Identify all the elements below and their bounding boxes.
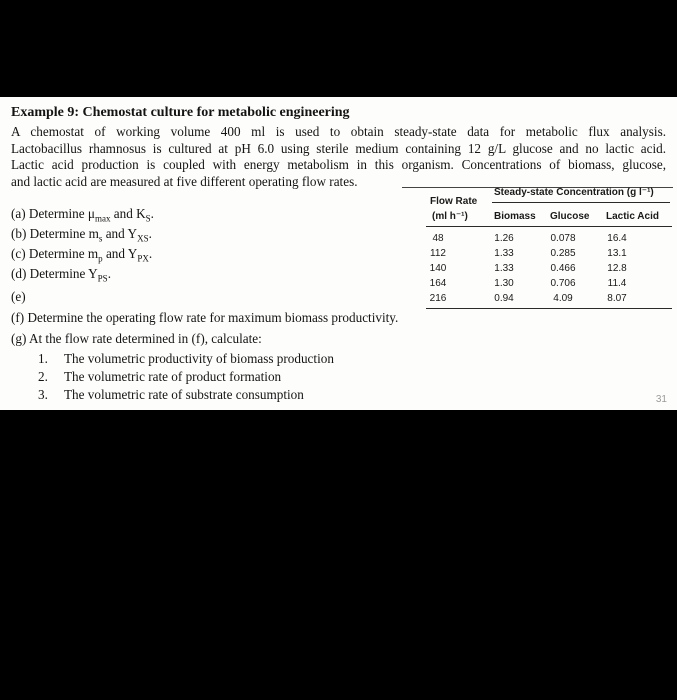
table-cell-flow: 216 (429, 293, 447, 304)
paragraph-line: Lactobacillus rhamnosus is cultured at pH 6.0 using sterile medium containing 12 g/L glucose and no lactic acid. (11, 140, 666, 156)
flow-header-units: (ml h⁻¹) (432, 211, 468, 222)
table-cell-flow: 112 (430, 248, 446, 259)
table-cell-flow: 164 (429, 278, 447, 289)
header-rule (426, 226, 672, 227)
table-cell-lactic: 12.8 (607, 263, 627, 274)
table-cell-biomass: 0.94 (494, 293, 514, 304)
paragraph-line: Lactic acid production is coupled with energy metabolism in this organism. Concentrations of biomass, glucose, (11, 157, 666, 172)
question-g: (g) At the flow rate determined in (f), calculate: (11, 331, 262, 346)
group-header-rule (492, 202, 670, 203)
paragraph-line: and lactic acid are measured at five different operating flow rates. (11, 173, 358, 189)
table-cell-biomass: 1.33 (494, 263, 514, 274)
column-header-glucose: Glucose (550, 211, 590, 222)
column-header-lactic-acid: Lactic Acid (606, 211, 659, 222)
question-b: (b) Determine $m_s$ and $Y_{XS}$. (11, 226, 152, 244)
table-cell-lactic: 11.4 (607, 278, 627, 289)
group-header: Steady-state Concentration (g l⁻¹) (494, 187, 654, 198)
flow-header: Flow Rate (430, 196, 478, 207)
table-cell-biomass: 1.33 (494, 248, 514, 259)
table-cell-glucose: 0.706 (550, 278, 576, 289)
table-cell-flow: 48 (432, 233, 444, 244)
question-d: (d) Determine $Y_{PS}$. (11, 266, 111, 284)
table-cell-flow: 140 (429, 263, 447, 274)
table-cell-lactic: 8.07 (607, 293, 627, 304)
question-e: (e) (11, 289, 26, 304)
table-bottom-rule (426, 308, 672, 309)
table-cell-lactic: 13.1 (607, 248, 627, 259)
table-cell-biomass: 1.30 (494, 278, 514, 289)
sub-item: 1. The volumetric productivity of biomass production (38, 351, 334, 366)
page-number: 31 (655, 394, 667, 405)
table-cell-glucose: 4.09 (553, 293, 573, 304)
paragraph-line: A chemostat of working volume 400 ml is used to obtain steady-state data for metabolic flux analysis. (11, 124, 666, 139)
sub-item: 2. The volumetric rate of product formation (38, 369, 282, 384)
document-page (0, 97, 677, 410)
table-cell-biomass: 1.26 (494, 233, 514, 244)
table-cell-glucose: 0.078 (550, 233, 576, 244)
column-header-biomass: Biomass (494, 211, 536, 222)
sub-item: 3. The volumetric rate of substrate consumption (38, 387, 304, 402)
table-cell-lactic: 16.4 (607, 233, 627, 244)
question-c: (c) Determine $m_p$ and $Y_{PX}$. (11, 246, 153, 264)
example-title: Example 9: Chemostat culture for metabolic engineering (11, 105, 350, 120)
question-a: (a) Determine $\mu_{max}$ and $K_S$. (11, 206, 154, 224)
table-cell-glucose: 0.466 (550, 263, 576, 274)
problem-paragraph (11, 124, 666, 190)
question-f: (f) Determine the operating flow rate for maximum biomass productivity. (11, 310, 399, 325)
table-cell-glucose: 0.285 (550, 248, 576, 259)
